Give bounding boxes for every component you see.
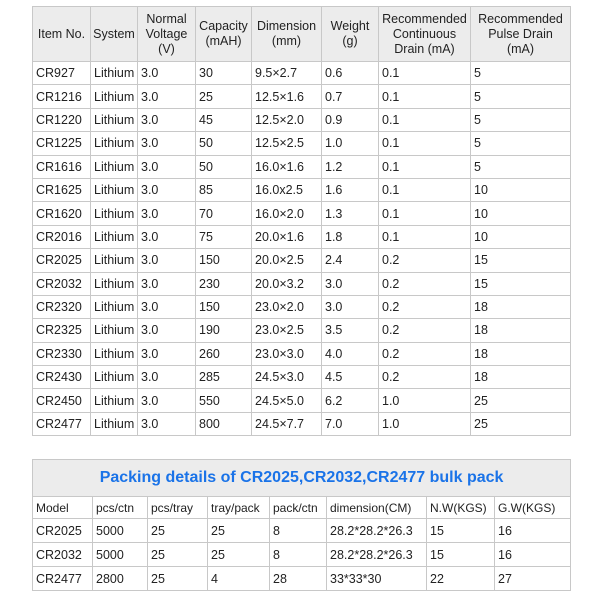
table-cell: 75 xyxy=(196,225,252,248)
table-cell: 0.2 xyxy=(379,249,471,272)
spec-table-body xyxy=(33,62,571,436)
table-row xyxy=(33,155,571,178)
header-dimension: Dimension (mm) xyxy=(252,7,322,62)
table-cell: 8 xyxy=(270,543,327,567)
table-cell: CR2320 xyxy=(33,295,91,318)
table-cell: 25 xyxy=(208,543,270,567)
table-row xyxy=(33,567,571,591)
header-model: Model xyxy=(33,497,93,519)
table-cell: 28 xyxy=(270,567,327,591)
table-cell: Lithium xyxy=(91,249,138,272)
table-cell: 3.0 xyxy=(322,272,379,295)
table-cell: 0.2 xyxy=(379,295,471,318)
table-cell: 25 xyxy=(471,412,571,435)
table-cell: 3.0 xyxy=(138,389,196,412)
table-cell: 3.0 xyxy=(138,155,196,178)
table-cell: Lithium xyxy=(91,108,138,131)
table-cell: 0.1 xyxy=(379,62,471,85)
header-net-weight: N.W(KGS) xyxy=(427,497,495,519)
table-row xyxy=(33,108,571,131)
table-cell: CR2450 xyxy=(33,389,91,412)
table-cell: CR1220 xyxy=(33,108,91,131)
header-pulse-drain: Recommended Pulse Drain (mA) xyxy=(471,7,571,62)
table-cell: 24.5×7.7 xyxy=(252,412,322,435)
table-cell: 16.0×1.6 xyxy=(252,155,322,178)
table-cell: 16 xyxy=(495,519,571,543)
table-cell: CR2325 xyxy=(33,319,91,342)
table-cell: CR1216 xyxy=(33,85,91,108)
header-pack-ctn: pack/ctn xyxy=(270,497,327,519)
table-cell: Lithium xyxy=(91,342,138,365)
table-cell: 30 xyxy=(196,62,252,85)
table-cell: 0.2 xyxy=(379,342,471,365)
table-cell: 7.0 xyxy=(322,412,379,435)
table-row xyxy=(33,389,571,412)
table-cell: 5 xyxy=(471,85,571,108)
table-cell: 3.0 xyxy=(138,249,196,272)
spec-header-row xyxy=(33,7,571,62)
table-cell: 2.4 xyxy=(322,249,379,272)
table-cell: 1.0 xyxy=(379,412,471,435)
table-cell: Lithium xyxy=(91,225,138,248)
table-cell: 150 xyxy=(196,295,252,318)
header-system: System xyxy=(91,7,138,62)
table-cell: 15 xyxy=(471,272,571,295)
table-cell: 0.1 xyxy=(379,108,471,131)
table-cell: 24.5×3.0 xyxy=(252,366,322,389)
header-tray-pack: tray/pack xyxy=(208,497,270,519)
table-row xyxy=(33,519,571,543)
table-cell: 15 xyxy=(471,249,571,272)
table-cell: 10 xyxy=(471,178,571,201)
table-cell: 3.0 xyxy=(138,366,196,389)
table-row xyxy=(33,85,571,108)
table-cell: 230 xyxy=(196,272,252,295)
table-cell: 0.6 xyxy=(322,62,379,85)
table-cell: 4 xyxy=(208,567,270,591)
table-cell: 0.1 xyxy=(379,225,471,248)
table-cell: 20.0×3.2 xyxy=(252,272,322,295)
table-cell: 3.0 xyxy=(322,295,379,318)
table-cell: 8 xyxy=(270,519,327,543)
table-cell: 3.0 xyxy=(138,132,196,155)
table-cell: 3.0 xyxy=(138,342,196,365)
table-cell: 285 xyxy=(196,366,252,389)
table-cell: 0.1 xyxy=(379,132,471,155)
table-cell: 85 xyxy=(196,178,252,201)
table-cell: 150 xyxy=(196,249,252,272)
table-cell: Lithium xyxy=(91,155,138,178)
table-cell: 5 xyxy=(471,62,571,85)
table-cell: 0.2 xyxy=(379,366,471,389)
table-cell: CR2032 xyxy=(33,272,91,295)
table-cell: 25 xyxy=(148,543,208,567)
table-cell: 22 xyxy=(427,567,495,591)
table-cell: Lithium xyxy=(91,132,138,155)
table-cell: Lithium xyxy=(91,202,138,225)
table-cell: 550 xyxy=(196,389,252,412)
table-row xyxy=(33,543,571,567)
table-cell: 3.0 xyxy=(138,178,196,201)
table-cell: 15 xyxy=(427,543,495,567)
table-cell: 0.2 xyxy=(379,272,471,295)
packing-header-row xyxy=(33,497,571,519)
table-cell: 25 xyxy=(148,519,208,543)
table-cell: 5000 xyxy=(93,543,148,567)
table-cell: 5 xyxy=(471,132,571,155)
table-cell: 45 xyxy=(196,108,252,131)
table-cell: 0.1 xyxy=(379,85,471,108)
table-cell: CR2477 xyxy=(33,412,91,435)
table-cell: 3.5 xyxy=(322,319,379,342)
header-pcs-ctn: pcs/ctn xyxy=(93,497,148,519)
header-continuous-drain: Recommended Continuous Drain (mA) xyxy=(379,7,471,62)
table-row xyxy=(33,62,571,85)
table-cell: 25 xyxy=(471,389,571,412)
table-row xyxy=(33,202,571,225)
header-capacity: Capacity (mAH) xyxy=(196,7,252,62)
table-cell: 0.7 xyxy=(322,85,379,108)
table-cell: 18 xyxy=(471,366,571,389)
table-cell: 3.0 xyxy=(138,108,196,131)
table-cell: 3.0 xyxy=(138,225,196,248)
table-cell: 15 xyxy=(427,519,495,543)
table-cell: CR927 xyxy=(33,62,91,85)
table-row xyxy=(33,132,571,155)
table-cell: 800 xyxy=(196,412,252,435)
table-cell: 5000 xyxy=(93,519,148,543)
table-cell: 23.0×2.0 xyxy=(252,295,322,318)
table-cell: 5 xyxy=(471,155,571,178)
table-cell: 25 xyxy=(196,85,252,108)
table-cell: 28.2*28.2*26.3 xyxy=(327,543,427,567)
table-cell: 24.5×5.0 xyxy=(252,389,322,412)
table-cell: CR2330 xyxy=(33,342,91,365)
table-cell: 3.0 xyxy=(138,295,196,318)
table-cell: 1.8 xyxy=(322,225,379,248)
table-cell: 33*33*30 xyxy=(327,567,427,591)
table-cell: CR1225 xyxy=(33,132,91,155)
battery-spec-table xyxy=(32,6,571,436)
table-cell: CR2025 xyxy=(33,249,91,272)
table-cell: 50 xyxy=(196,155,252,178)
table-cell: 1.3 xyxy=(322,202,379,225)
table-cell: 0.9 xyxy=(322,108,379,131)
table-cell: 190 xyxy=(196,319,252,342)
table-cell: 3.0 xyxy=(138,272,196,295)
table-cell: 5 xyxy=(471,108,571,131)
table-cell: CR1625 xyxy=(33,178,91,201)
header-weight: Weight (g) xyxy=(322,7,379,62)
table-cell: 23.0×2.5 xyxy=(252,319,322,342)
table-cell: Lithium xyxy=(91,178,138,201)
header-item-no: Item No. xyxy=(33,7,91,62)
table-cell: 16.0×2.0 xyxy=(252,202,322,225)
table-cell: 25 xyxy=(208,519,270,543)
table-cell: 0.2 xyxy=(379,319,471,342)
table-cell: 18 xyxy=(471,319,571,342)
table-cell: 0.1 xyxy=(379,155,471,178)
table-cell: Lithium xyxy=(91,319,138,342)
table-cell: Lithium xyxy=(91,62,138,85)
table-cell: 2800 xyxy=(93,567,148,591)
packing-details-table xyxy=(32,459,571,591)
table-cell: CR2016 xyxy=(33,225,91,248)
table-row xyxy=(33,295,571,318)
table-cell: 10 xyxy=(471,202,571,225)
table-cell: 12.5×1.6 xyxy=(252,85,322,108)
table-cell: 25 xyxy=(148,567,208,591)
table-cell: CR1620 xyxy=(33,202,91,225)
table-cell: Lithium xyxy=(91,412,138,435)
table-row xyxy=(33,412,571,435)
table-cell: 1.0 xyxy=(322,132,379,155)
table-row xyxy=(33,319,571,342)
table-cell: 16.0x2.5 xyxy=(252,178,322,201)
table-cell: 4.0 xyxy=(322,342,379,365)
table-cell: 16 xyxy=(495,543,571,567)
table-cell: 12.5×2.5 xyxy=(252,132,322,155)
table-cell: CR2477 xyxy=(33,567,93,591)
header-pcs-tray: pcs/tray xyxy=(148,497,208,519)
table-row xyxy=(33,272,571,295)
table-cell: 4.5 xyxy=(322,366,379,389)
table-cell: 3.0 xyxy=(138,319,196,342)
table-cell: 6.2 xyxy=(322,389,379,412)
table-cell: 23.0×3.0 xyxy=(252,342,322,365)
table-cell: 1.6 xyxy=(322,178,379,201)
table-cell: CR1616 xyxy=(33,155,91,178)
packing-title: Packing details of CR2025,CR2032,CR2477 bulk pack xyxy=(33,460,571,497)
table-cell: Lithium xyxy=(91,366,138,389)
table-cell: 3.0 xyxy=(138,202,196,225)
table-cell: 18 xyxy=(471,342,571,365)
table-cell: 0.1 xyxy=(379,178,471,201)
table-cell: 0.1 xyxy=(379,202,471,225)
table-cell: 18 xyxy=(471,295,571,318)
table-row xyxy=(33,366,571,389)
table-cell: CR2025 xyxy=(33,519,93,543)
packing-title-row xyxy=(33,460,571,497)
table-cell: 3.0 xyxy=(138,412,196,435)
table-cell: 20.0×2.5 xyxy=(252,249,322,272)
table-cell: 20.0×1.6 xyxy=(252,225,322,248)
table-cell: Lithium xyxy=(91,272,138,295)
table-cell: Lithium xyxy=(91,295,138,318)
table-cell: Lithium xyxy=(91,389,138,412)
table-cell: 28.2*28.2*26.3 xyxy=(327,519,427,543)
table-cell: 1.0 xyxy=(379,389,471,412)
table-cell: 3.0 xyxy=(138,62,196,85)
header-dimension-cm: dimension(CM) xyxy=(327,497,427,519)
table-cell: 1.2 xyxy=(322,155,379,178)
table-row xyxy=(33,225,571,248)
table-cell: 27 xyxy=(495,567,571,591)
table-cell: CR2032 xyxy=(33,543,93,567)
header-voltage: Normal Voltage (V) xyxy=(138,7,196,62)
table-cell: 260 xyxy=(196,342,252,365)
table-cell: Lithium xyxy=(91,85,138,108)
table-cell: 12.5×2.0 xyxy=(252,108,322,131)
table-row xyxy=(33,342,571,365)
header-gross-weight: G.W(KGS) xyxy=(495,497,571,519)
table-row xyxy=(33,249,571,272)
table-cell: 9.5×2.7 xyxy=(252,62,322,85)
table-cell: 70 xyxy=(196,202,252,225)
table-cell: 3.0 xyxy=(138,85,196,108)
table-row xyxy=(33,178,571,201)
table-cell: 10 xyxy=(471,225,571,248)
table-cell: CR2430 xyxy=(33,366,91,389)
table-cell: 50 xyxy=(196,132,252,155)
